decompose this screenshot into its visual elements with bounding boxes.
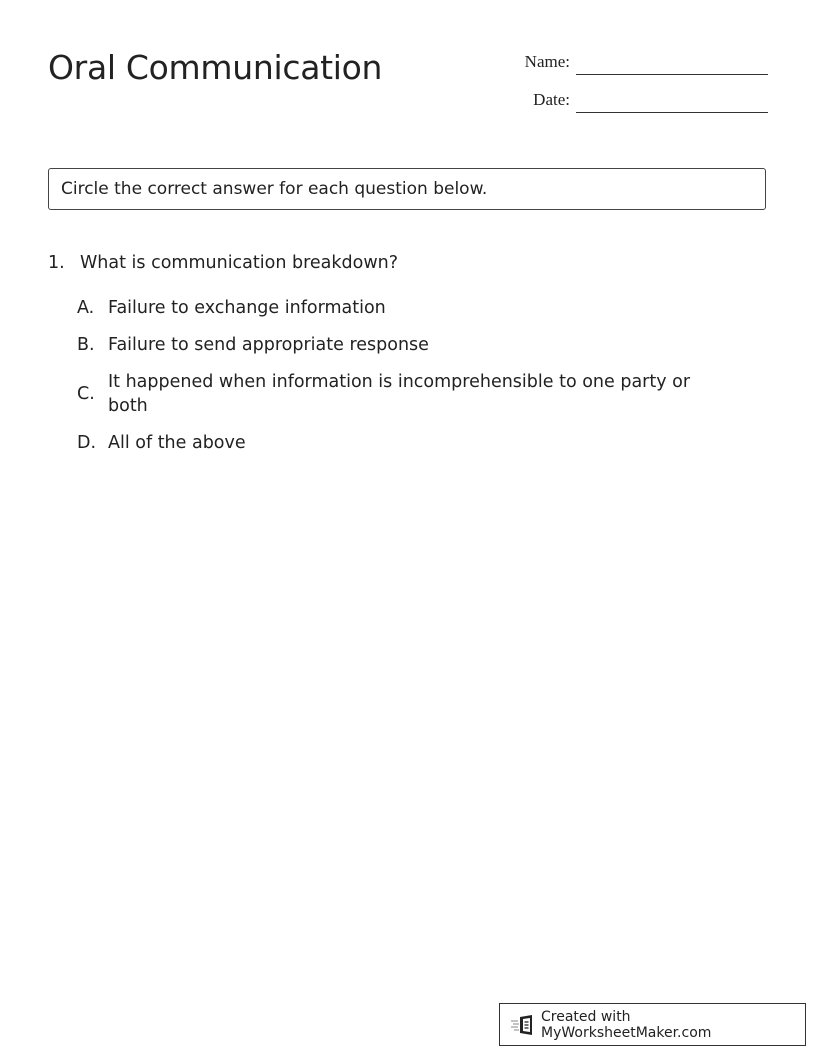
option-letter: B. — [77, 335, 95, 355]
question-1 — [48, 250, 748, 468]
question-prompt — [48, 250, 748, 276]
option-letter: C. — [77, 384, 95, 404]
worksheet-maker-logo-icon — [510, 1014, 536, 1036]
option-text: It happened when information is incomprehensible to one party or both — [108, 372, 691, 416]
option-text: Failure to exchange information — [108, 298, 386, 318]
date-field — [508, 88, 768, 116]
name-label: Name: — [524, 52, 570, 71]
option-b — [77, 333, 717, 357]
option-text: Failure to send appropriate response — [108, 335, 429, 355]
option-text: All of the above — [108, 433, 246, 453]
footer-credit[interactable] — [499, 1003, 806, 1046]
option-c — [77, 370, 717, 418]
option-a — [77, 296, 717, 320]
option-d — [77, 431, 717, 455]
answer-options — [77, 296, 717, 455]
instructions-box: Circle the correct answer for each question below. — [48, 168, 766, 210]
date-label: Date: — [533, 90, 570, 109]
date-blank-line — [576, 112, 768, 113]
question-number: 1. — [48, 253, 65, 273]
worksheet-title: Oral Communication — [48, 48, 383, 87]
name-blank-line — [576, 74, 768, 75]
question-text: What is communication breakdown? — [80, 253, 399, 273]
name-field — [508, 50, 768, 78]
footer-text: Created with MyWorksheetMaker.com — [541, 1008, 712, 1041]
option-letter: D. — [77, 433, 97, 453]
option-letter: A. — [77, 298, 95, 318]
